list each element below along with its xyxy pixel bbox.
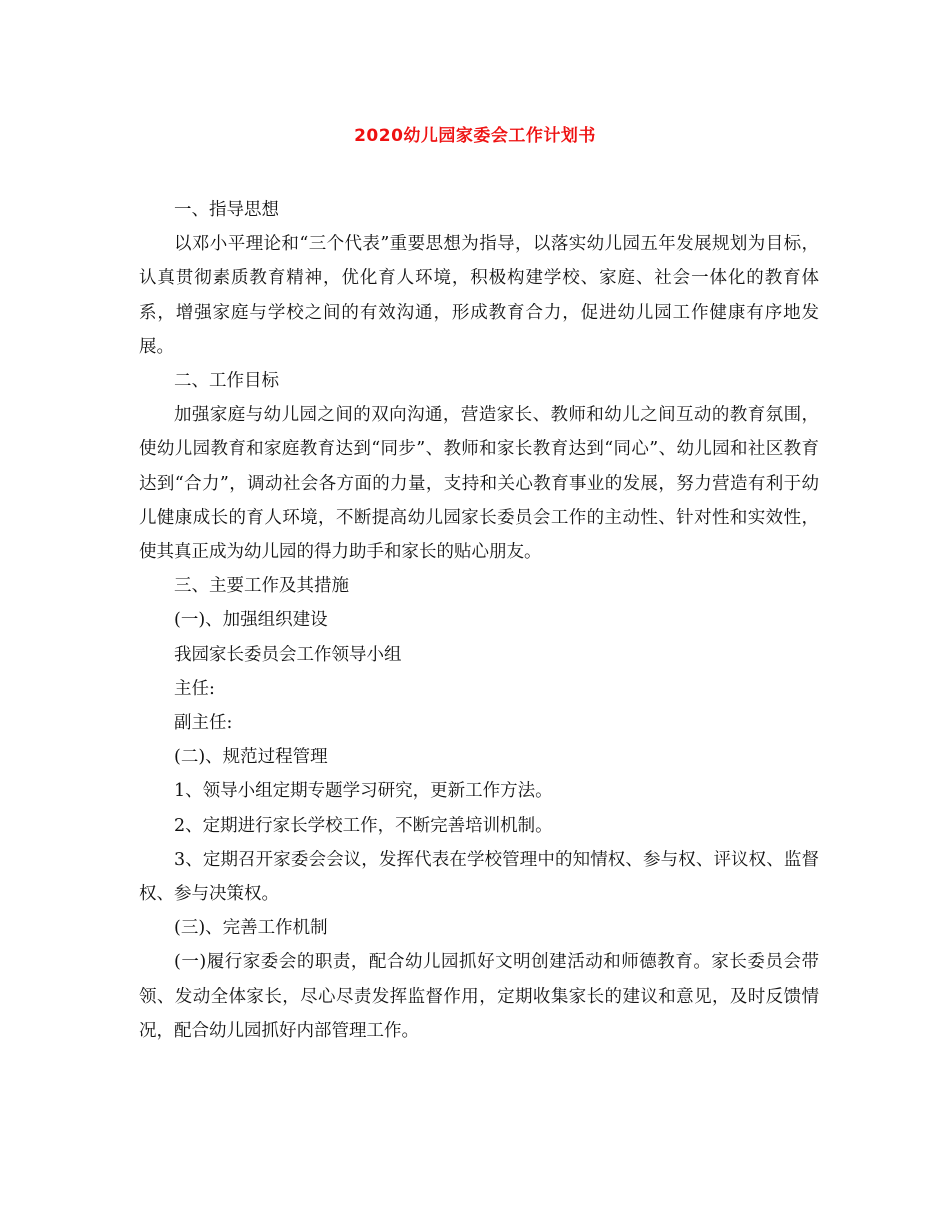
section-heading-guiding-ideology: 一、指导思想 (174, 200, 279, 220)
document-title: 2020幼儿园家委会工作计划书 (354, 126, 596, 146)
paragraph-leadership-group: 我园家长委员会工作领导小组 (174, 644, 402, 665)
section-heading-work-goals: 二、工作目标 (174, 371, 279, 392)
list-item: 3、定期召开家委会会议，发挥代表在学校管理中的知情权、参与权、评议权、监督权、参与决策权。 (139, 849, 819, 905)
document-body (139, 193, 819, 1048)
field-deputy-director: 副主任: (174, 713, 233, 734)
field-director: 主任: (174, 678, 215, 699)
subheading-organization: (一)、加强组织建设 (174, 610, 328, 631)
paragraph-committee-duties: (一)履行家委会的职责，配合幼儿园抓好文明创建活动和师德教育。家长委员会带领、发动全体家长，尽心尽责发挥监督作用，定期收集家长的建议和意见，及时反馈情况，配合幼儿园抓好内部管理工作。 (139, 952, 819, 1041)
paragraph-guiding-ideology: 以邓小平理论和“三个代表”重要思想为指导，以落实幼儿园五年发展规划为目标，认真贯彻素质教育精神，优化育人环境，积极构建学校、家庭、社会一体化的教育体系，增强家庭与学校之间的有效沟通，形成教育合力，促进幼儿园工作健康有序地发展。 (139, 234, 819, 357)
list-item: 2、定期进行家长学校工作，不断完善培训机制。 (174, 815, 553, 836)
subheading-work-mechanism: (三)、完善工作机制 (174, 918, 328, 939)
section-heading-main-work: 三、主要工作及其措施 (174, 576, 349, 597)
subheading-process-management: (二)、规范过程管理 (174, 747, 328, 768)
list-item: 1、领导小组定期专题学习研究，更新工作方法。 (174, 781, 553, 802)
paragraph-work-goals: 加强家庭与幼儿园之间的双向沟通，营造家长、教师和幼儿之间互动的教育氛围，使幼儿园教育和家庭教育达到“同步”、教师和家长教育达到“同心”、幼儿园和社区教育达到“合力”，调动社会各方面的力量，支持和关心教育事业的发展，努力营造有利于幼儿健康成长的育人环境，不断提高幼儿园家长委员会工作的主动性、针对性和实效性，使其真正成为幼儿园的得力助手和家长的贴心朋友。 (139, 405, 819, 563)
